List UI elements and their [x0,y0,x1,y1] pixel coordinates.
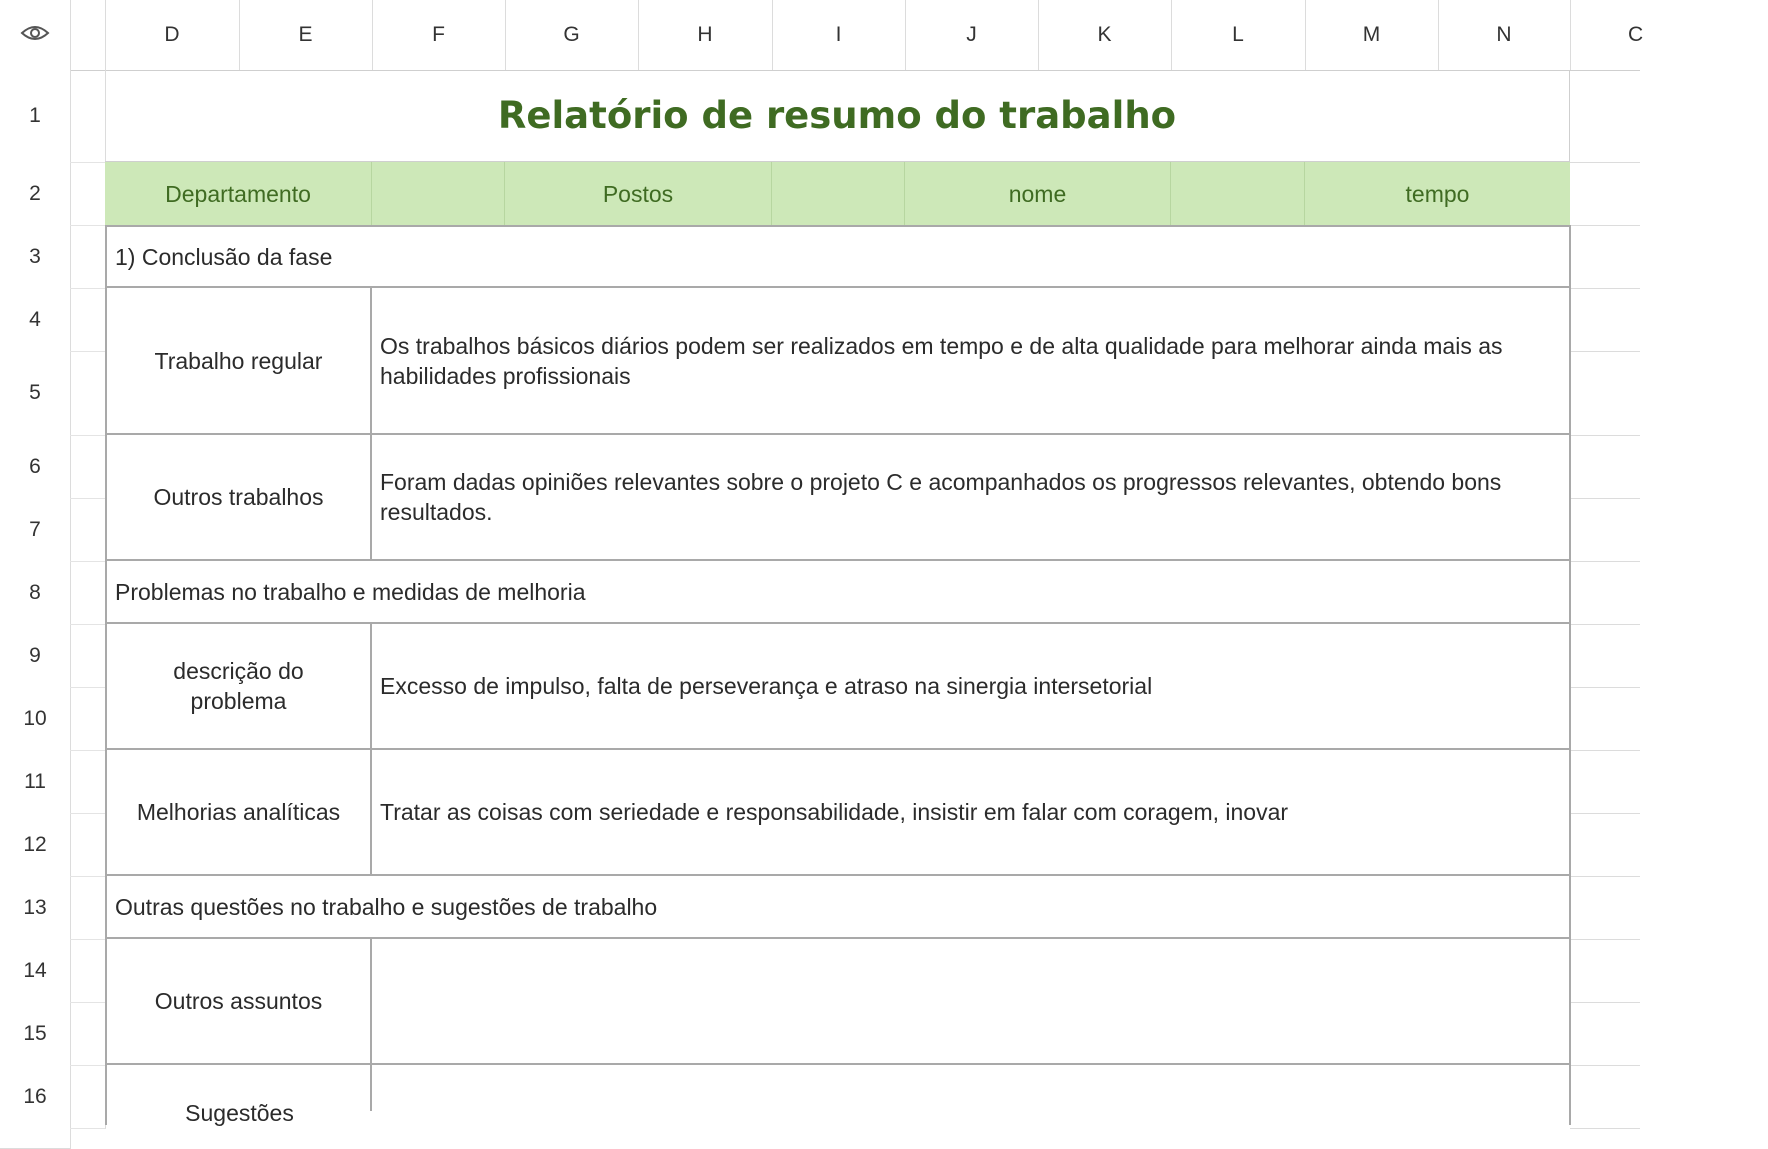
row-header-16[interactable]: 16 [0,1065,71,1149]
gutter-cell[interactable] [70,1002,106,1066]
column-header-N[interactable]: N [1438,0,1571,70]
column-header-G[interactable]: G [505,0,639,70]
section-outras-questoes[interactable]: Outras questões no trabalho e sugestões de trabalho [107,876,1569,939]
gutter-cell[interactable] [70,624,106,688]
gutter-cell[interactable] [70,687,106,751]
row-header-1[interactable]: 1 [0,70,71,163]
tail-cell[interactable] [1570,288,1640,352]
tail-cell[interactable] [1570,1065,1640,1129]
text-outros-trabalhos[interactable]: Foram dadas opiniões relevantes sobre o projeto C e acompanhados os progressos relevantes, obtendo bons resultados. [372,435,1569,561]
column-header-L[interactable]: L [1171,0,1306,70]
tail-cell[interactable] [1570,435,1640,499]
label-outros-trabalhos[interactable]: Outros trabalhos [107,435,372,561]
gutter-cell[interactable] [70,288,106,352]
label-sugestoes: Sugestões [185,1100,294,1126]
gutter-cell[interactable] [70,498,106,562]
gutter-cell[interactable] [70,351,106,436]
label-trabalho-regular[interactable]: Trabalho regular [107,288,372,435]
row-header-9[interactable]: 9 [0,624,71,688]
header-departamento[interactable]: Departamento [105,162,372,225]
column-header-D[interactable]: D [105,0,240,70]
label-melhorias-analiticas[interactable]: Melhorias analíticas [107,750,372,876]
column-header-K[interactable]: K [1038,0,1172,70]
row-header-15[interactable]: 15 [0,1002,71,1066]
column-header-bar [0,0,1644,71]
column-header-E[interactable]: E [239,0,373,70]
row-header-11[interactable]: 11 [0,750,71,814]
tail-cell[interactable] [1570,624,1640,688]
label-sugestoes-cell[interactable] [107,1065,372,1126]
tail-cell[interactable] [1570,225,1640,289]
tail-cell[interactable] [1570,561,1640,625]
gutter-cell[interactable] [70,162,106,226]
gutter-cell[interactable] [70,1065,106,1129]
row-header-3[interactable]: 3 [0,225,71,289]
gutter-cell[interactable] [70,561,106,625]
column-header-blank[interactable] [70,0,106,70]
label-outros-assuntos[interactable]: Outros assuntos [107,939,372,1065]
text-trabalho-regular[interactable]: Os trabalhos básicos diários podem ser realizados em tempo e de alta qualidade para melhorar ainda mais as habilidades profissionais [372,288,1569,435]
tail-cell[interactable] [1570,813,1640,877]
gutter-cell[interactable] [70,435,106,499]
text-descricao-do-problema[interactable]: Excesso de impulso, falta de perseverança e atraso na sinergia intersetorial [372,624,1569,750]
gutter-cell[interactable] [70,70,106,163]
section-conclusao-da-fase[interactable]: 1) Conclusão da fase [107,227,1569,288]
section-problemas[interactable]: Problemas no trabalho e medidas de melhoria [107,561,1569,624]
header-blank-cell[interactable] [772,162,905,225]
header-postos[interactable]: Postos [505,162,772,225]
tail-cell[interactable] [1570,750,1640,814]
tail-cell[interactable] [1570,687,1640,751]
tail-cell[interactable] [1570,876,1640,940]
text-melhorias-analiticas[interactable]: Tratar as coisas com seriedade e responsabilidade, insistir em falar com coragem, inovar [372,750,1569,876]
column-header-J[interactable]: J [905,0,1039,70]
row-header-12[interactable]: 12 [0,813,71,877]
eye-icon[interactable] [20,23,50,48]
text-sugestoes[interactable] [372,1065,1569,1111]
tail-cell[interactable] [1570,70,1640,163]
header-blank-cell[interactable] [372,162,505,225]
select-all-corner[interactable] [0,0,71,70]
row-header-14[interactable]: 14 [0,939,71,1003]
header-blank-cell[interactable] [1171,162,1305,225]
header-tempo[interactable]: tempo [1305,162,1570,225]
tail-cell[interactable] [1570,162,1640,226]
row-header-10[interactable]: 10 [0,687,71,751]
label-descricao-do-problema[interactable]: descrição do problema [107,624,372,750]
row-header-8[interactable]: 8 [0,561,71,625]
gutter-cell[interactable] [70,813,106,877]
row-header-7[interactable]: 7 [0,498,71,562]
column-header-C[interactable]: C [1628,23,1644,46]
header-nome[interactable]: nome [905,162,1171,225]
gutter-cell[interactable] [70,750,106,814]
text-outros-assuntos[interactable] [372,939,1569,1065]
column-header-I[interactable]: I [772,0,906,70]
row-header-13[interactable]: 13 [0,876,71,940]
tail-cell[interactable] [1570,498,1640,562]
column-header-M[interactable]: M [1305,0,1439,70]
tail-cell[interactable] [1570,1002,1640,1066]
row-header-4[interactable]: 4 [0,288,71,352]
tail-cell[interactable] [1570,351,1640,436]
row-header-2[interactable]: 2 [0,162,71,226]
tail-cell[interactable] [1570,939,1640,1003]
gutter-cell[interactable] [70,876,106,940]
gutter-cell[interactable] [70,225,106,289]
row-header-5[interactable]: 5 [0,351,71,436]
column-header-F[interactable]: F [372,0,506,70]
column-header-H[interactable]: H [638,0,773,70]
gutter-cell[interactable] [70,939,106,1003]
row-header-6[interactable]: 6 [0,435,71,499]
report-title[interactable]: Relatório de resumo do trabalho [105,70,1570,162]
